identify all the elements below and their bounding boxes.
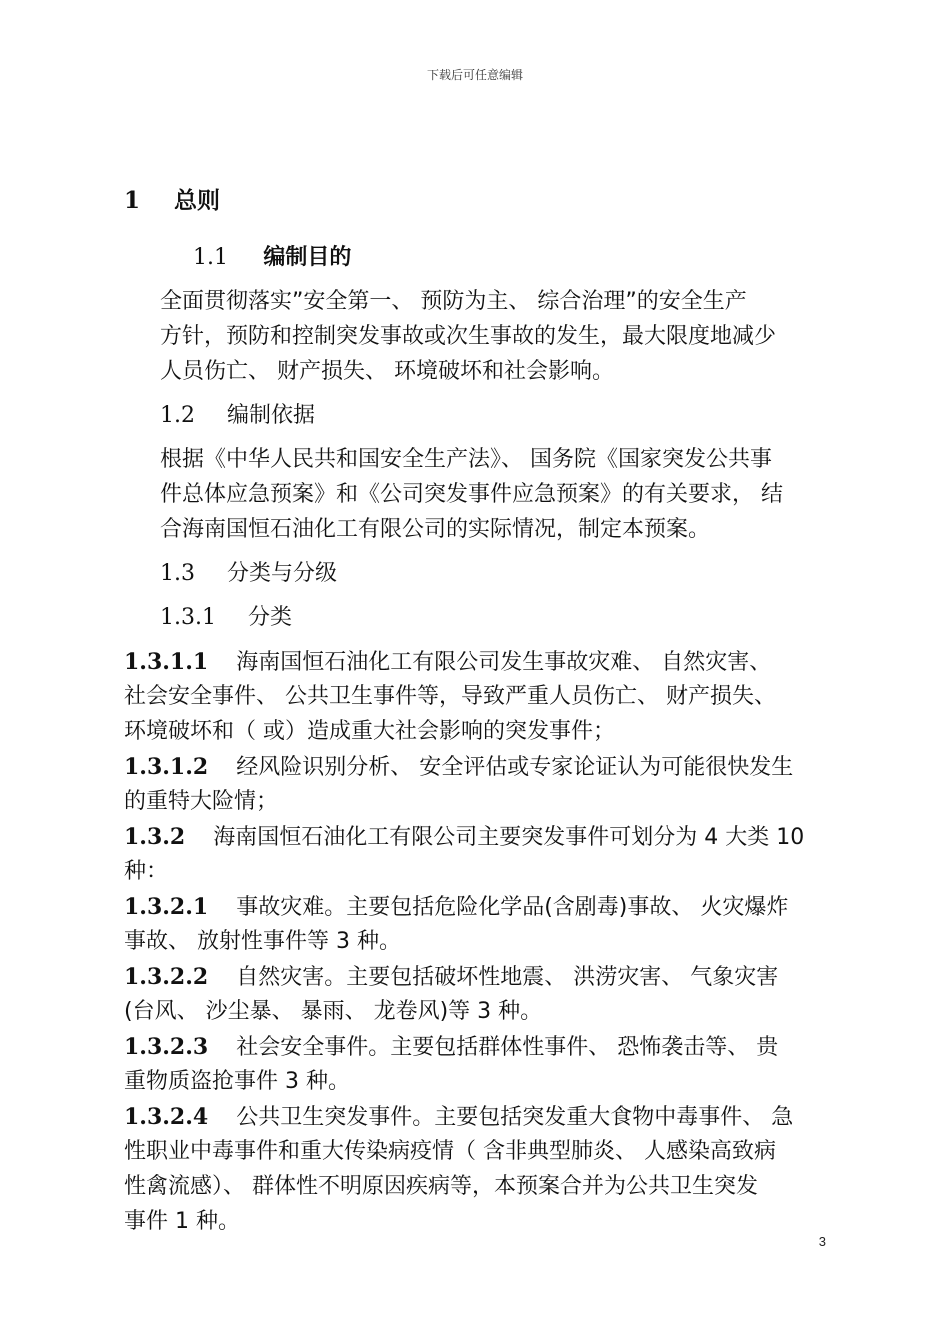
paragraph-line: 种： [124,859,169,884]
clause-line [124,892,788,923]
paragraph-line: 性职业中毒事件和重大传染病疫情（ 含非典型肺炎、 人感染高致病 [124,1139,776,1164]
clause-line [124,1102,793,1133]
clause-text: 海南国恒石油化工有限公司发生事故灾难、 自然灾害、 [236,650,772,675]
clause-number: 1.3.1.2 [124,754,209,780]
section-number: 1 [124,187,141,214]
paragraph-line: 人员伤亡、 财产损失、 环境破坏和社会影响。 [160,359,614,384]
paragraph-line: 全面贯彻落实”安全第一、 预防为主、 综合治理”的安全生产 [160,289,747,314]
clause-line [124,1032,778,1063]
clause-text: 自然灾害。主要包括破坏性地震、 洪涝灾害、 气象灾害 [236,965,779,990]
section-number: 1.3 [160,561,195,586]
section-heading-1-1 [193,243,351,273]
paragraph-line: 方针，预防和控制突发事故或次生事故的发生，最大限度地减少 [160,324,777,349]
clause-text: 公共卫生突发事件。主要包括突发重大食物中毒事件、 急 [236,1105,794,1130]
paragraph-line: 件总体应急预案》和《公司突发事件应急预案》的有关要求， 结 [160,482,783,507]
paragraph-line: 事故、 放射性事件等 3 种。 [124,929,401,954]
clause-text: 事故灾难。主要包括危险化学品(含剧毒)事故、 火灾爆炸 [236,895,789,920]
clause-number: 1.3.2.1 [124,894,209,920]
section-title: 分类与分级 [227,561,338,586]
section-heading-1-3 [160,559,337,589]
section-heading-1 [124,186,220,216]
clause-number: 1.3.2.4 [124,1104,209,1130]
paragraph-line: (台风、 沙尘暴、 暴雨、 龙卷风)等 3 种。 [124,999,543,1024]
clause-line [124,752,793,783]
paragraph-line: 性禽流感）、 群体性不明原因疾病等，本预案合并为公共卫生突发 [124,1174,758,1199]
paragraph-line: 环境破坏和（ 或）造成重大社会影响的突发事件； [124,719,615,744]
section-title: 分类 [247,605,292,630]
section-title: 编制依据 [227,403,316,428]
clause-number: 1.3.2.2 [124,964,209,990]
paragraph-line: 的重特大险情； [124,789,279,814]
clause-number: 1.3.1.1 [124,649,209,675]
paragraph-line: 合海南国恒石油化工有限公司的实际情况，制定本预案。 [160,517,711,542]
section-heading-1-2 [160,401,315,431]
section-number: 1.2 [160,403,195,428]
paragraph-line: 社会安全事件、 公共卫生事件等，导致严重人员伤亡、 财产损失、 [124,684,776,709]
page-number: 3 [818,1234,826,1249]
section-number: 1.3.1 [160,605,216,630]
page-header: 下载后可任意编辑 [426,68,523,82]
paragraph-line: 事件 1 种。 [124,1209,240,1234]
clause-line [124,647,771,678]
paragraph-line: 重物质盗抢事件 3 种。 [124,1069,350,1094]
section-heading-1-3-1 [160,603,292,633]
clause-text: 经风险识别分析、 安全评估或专家论证认为可能很快发生 [236,755,794,780]
section-number: 1.1 [193,245,228,270]
clause-text: 海南国恒石油化工有限公司主要突发事件可划分为 4 大类 10 [213,825,805,850]
clause-line [124,962,778,993]
clause-number: 1.3.2.3 [124,1034,209,1060]
section-title: 编制目的 [263,245,352,270]
clause-line [124,822,804,853]
paragraph-line: 根据《中华人民共和国安全生产法》、 国务院《国家突发公共事 [160,447,772,472]
clause-number: 1.3.2 [124,824,186,850]
section-title: 总则 [174,188,221,214]
clause-text: 社会安全事件。主要包括群体性事件、 恐怖袭击等、 贵 [236,1035,779,1060]
